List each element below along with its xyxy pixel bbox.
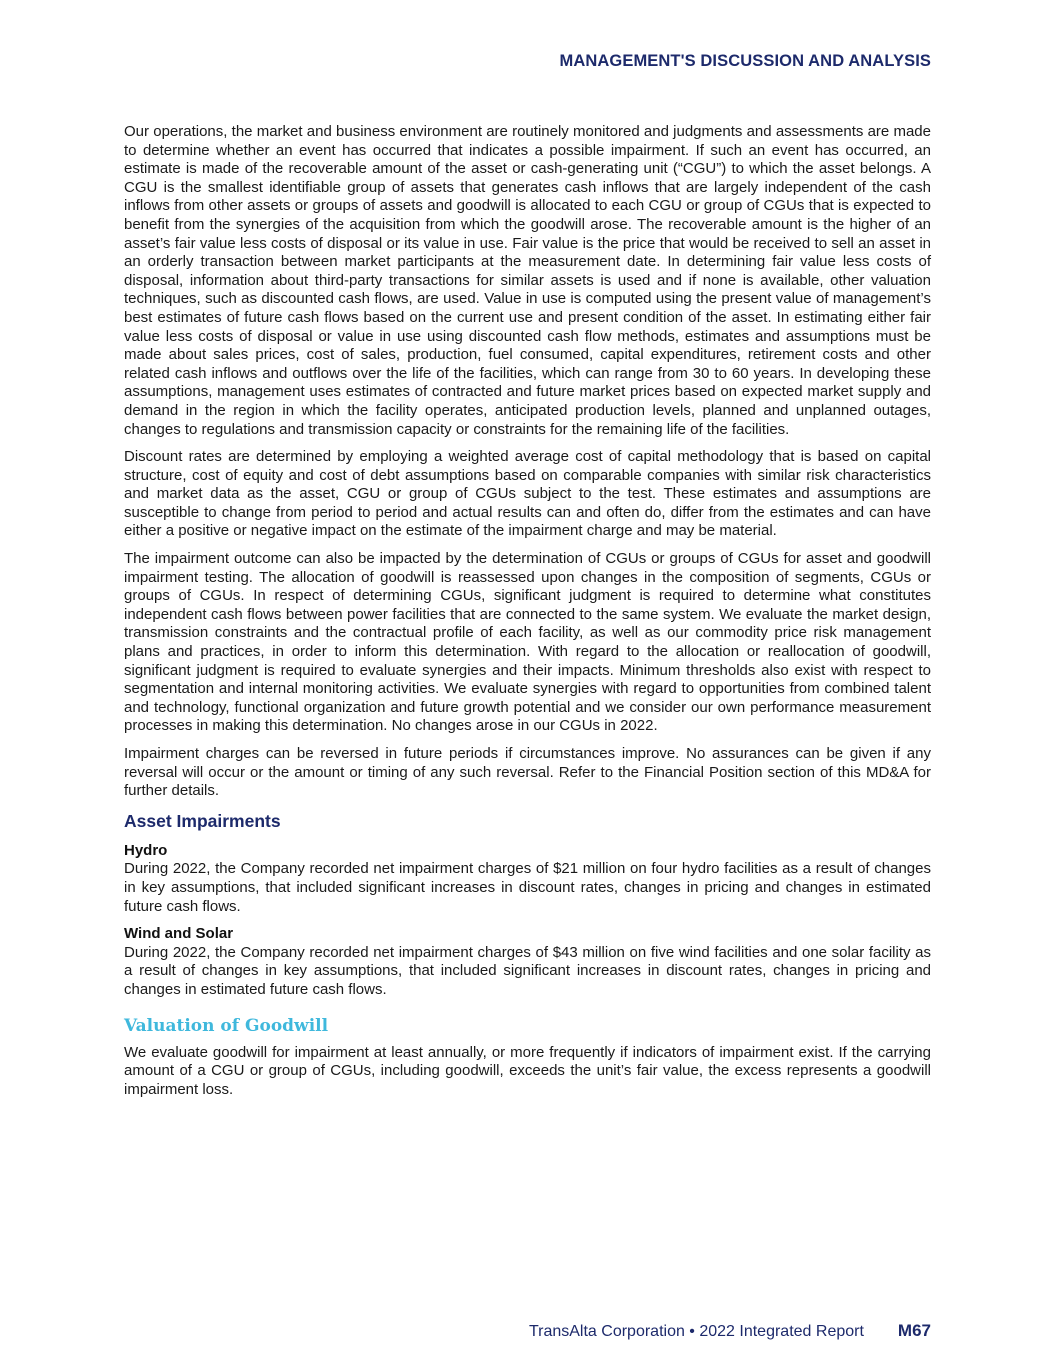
asset-impairments-heading: Asset Impairments [124, 810, 281, 831]
body-paragraph-impairment-reversal: Impairment charges can be reversed in future periods if circumstances improve. No assurances can be given if any reversal will occur or the amount or timing of any such reversal. Refer to the Financial Position section of this MD&A for further details. [124, 745, 931, 800]
wind-solar-section [124, 925, 931, 999]
hydro-subheading: Hydro [124, 841, 168, 859]
wind-solar-paragraph: During 2022, the Company recorded net impairment charges of $43 million on five wind facilities and one solar facility as a result of changes in key assumptions, that included significant increases in discount rates, changes in pricing and changes in estimated future cash flows. [124, 943, 931, 998]
page-footer [529, 1321, 931, 1341]
body-paragraph-cgu-determination: The impairment outcome can also be impacted by the determination of CGUs or groups of CGUs for asset and goodwill impairment testing. The allocation of goodwill is reassessed upon changes in the composition of segments, CGUs or groups of CGUs. In respect of determining CGUs, significant judgment is required to determine what constitutes independent cash flows between power facilities that are connected to the same system. We evaluate the market design, transmission constraints and the contractual profile of each facility, as well as our commodity price risk management plans and practices, in order to inform this determination. With regard to the allocation or reallocation of goodwill, significant judgment is required to evaluate synergies and their impacts. Minimum thresholds also exist with respect to segmentation and internal monitoring activities. We evaluate synergies with regard to opportunities from combined talent and technology, functional organization and future growth potential and we consider our own performance measurement processes in making this determination. No changes arose in our CGUs in 2022. [124, 550, 931, 735]
goodwill-paragraph: We evaluate goodwill for impairment at least annually, or more frequently if indicators of impairment exist. If the carrying amount of a CGU or group of CGUs, including goodwill, exceeds the unit’s fair value, the excess represents a goodwill impairment loss. [124, 1043, 931, 1098]
hydro-section [124, 842, 931, 916]
body-paragraph-impairment-monitoring: Our operations, the market and business environment are routinely monitored and judgments and assessments are made to determine whether an event has occurred that indicates a possible impairment. If such an event has occurred, an estimate is made of the recoverable amount of the asset or cash-generating unit (“CGU”) to which the asset belongs. A CGU is the smallest identifiable group of assets that generates cash inflows that are largely independent of the cash inflows from other assets or groups of assets and goodwill is allocated to each CGU or group of CGUs that is expected to benefit from the synergies of the acquisition from which the goodwill arose. The recoverable amount is the higher of an asset’s fair value less costs of disposal or its value in use. Fair value is the price that would be received to sell an asset in an orderly transaction between market participants at the measurement date. In determining fair value less costs of disposal, information about third-party transactions for similar assets is used and if none is available, other valuation techniques, such as discounted cash flows, are used. Value in use is computed using the present value of management’s best estimates of future cash flows based on the current use and present condition of the asset. In estimating either fair value less costs of disposal or value in use using discounted cash flow methods, estimates and assumptions must be made about sales prices, cost of sales, production, fuel consumed, capital expenditures, retirement costs and other related cash inflows and outflows over the life of the facilities, which can range from 30 to 60 years. In developing these assumptions, management uses estimates of contracted and future market prices based on expected market supply and demand in the region in which the facility operates, anticipated production levels, planned and unplanned outages, changes to regulations and transmission capacity or constraints for the remaining life of the facilities. [124, 123, 931, 438]
hydro-paragraph: During 2022, the Company recorded net impairment charges of $21 million on four hydro facilities as a result of changes in key assumptions, that included significant increases in discount rates, changes in pricing and changes in estimated future cash flows. [124, 860, 931, 915]
document-body [124, 123, 931, 1108]
body-paragraph-discount-rates: Discount rates are determined by employing a weighted average cost of capital methodology that is based on capital structure, cost of equity and cost of debt assumptions based on comparable companies with similar risk characteristics and market data as the asset, CGU or group of CGUs subject to the test. These estimates and assumptions are susceptible to change from period to period and actual results can and often do, differ from the estimates and can have either a positive or negative impact on the estimate of the impairment charge and may be material. [124, 448, 931, 540]
page-header-title: MANAGEMENT'S DISCUSSION AND ANALYSIS [559, 52, 931, 70]
page-number: M67 [897, 1321, 931, 1340]
wind-solar-subheading: Wind and Solar [124, 925, 234, 943]
footer-report-title: TransAlta Corporation • 2022 Integrated Report [528, 1323, 864, 1340]
valuation-of-goodwill-heading: Valuation of Goodwill [124, 1015, 329, 1036]
